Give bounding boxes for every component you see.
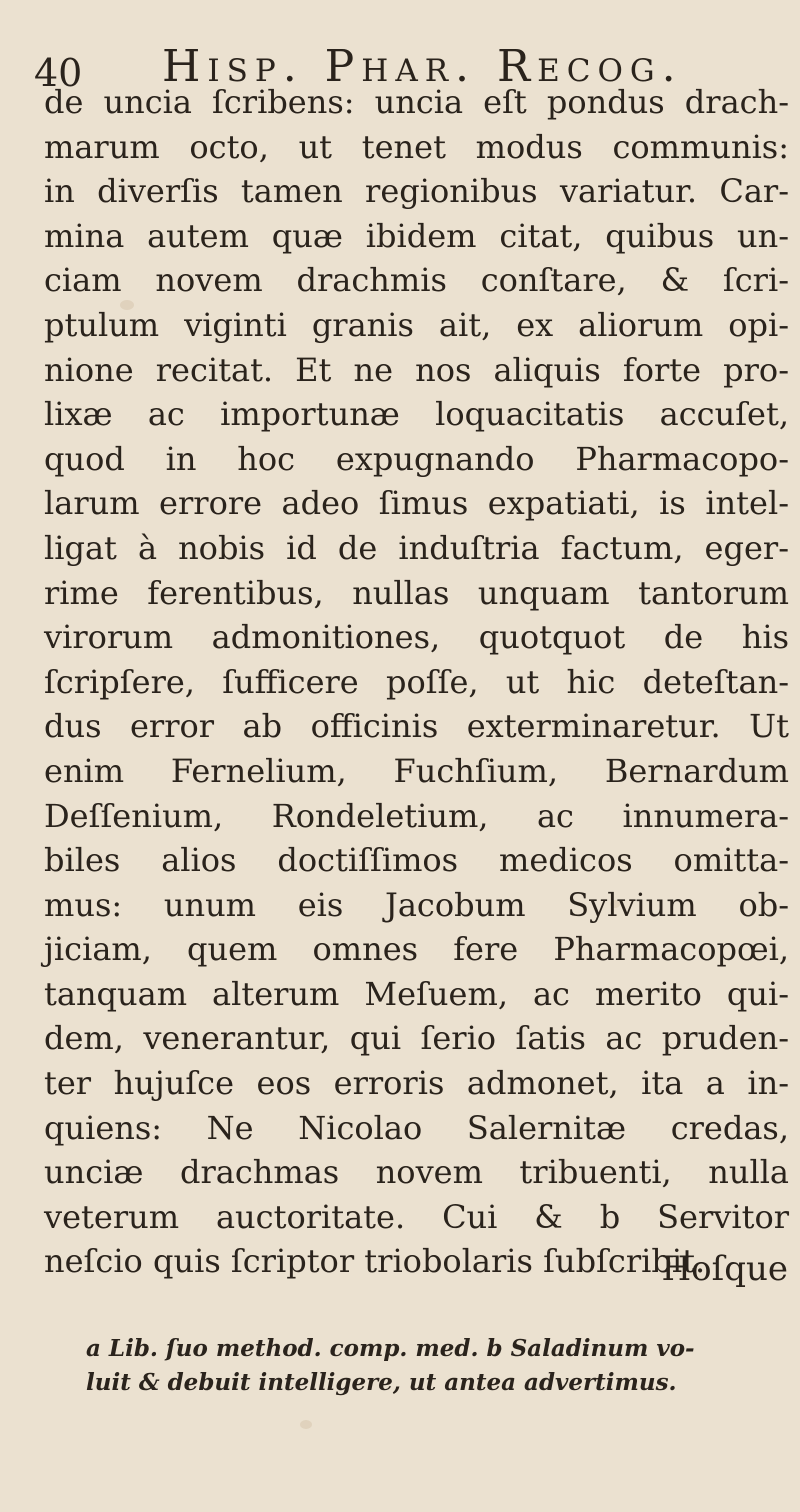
text-line: rime ferentibus, nullas unquam tantorum xyxy=(44,573,789,612)
text-line: biles alios doctiſſimos medicos omitta- xyxy=(44,841,789,880)
text-line: ligat à nobis id de induſtria factum, eger- xyxy=(44,528,789,567)
text-line: larum errore adeo ſimus expatiati, is intel- xyxy=(44,484,789,523)
paper-stain xyxy=(300,1420,312,1429)
running-head: Hisp. Phar. Recog. xyxy=(162,41,683,92)
text-line: unciæ drachmas novem tribuenti, nulla xyxy=(44,1153,789,1192)
page-number: 40 xyxy=(34,51,83,95)
text-line: jiciam, quem omnes fere Pharmacopœi, xyxy=(44,930,789,969)
text-line: quiens: Ne Nicolao Salernitæ credas, xyxy=(44,1108,789,1147)
text-line: quod in hoc expugnando Pharmacopo- xyxy=(44,439,789,478)
text-line: de uncia ſcribens: uncia eſt pondus drach- xyxy=(44,83,789,121)
catchword: Hoſque xyxy=(661,1249,788,1289)
text-line: ciam novem drachmis conſtare, & ſcri- xyxy=(44,261,789,300)
text-line: neſcio quis ſcriptor triobolaris ſubſcribit. xyxy=(44,1242,706,1281)
text-line: mina autem quæ ibidem citat, quibus un- xyxy=(44,216,789,255)
text-line: virorum admonitiones, quotquot de his xyxy=(44,618,789,657)
footnotes xyxy=(86,1332,776,1400)
text-line: lixæ ac importunæ loquacitatis accuſet, xyxy=(44,395,789,434)
text-line: dem, venerantur, qui ſerio ſatis ac pruden- xyxy=(44,1019,789,1058)
text-line: in diverſis tamen regionibus variatur. Car- xyxy=(44,172,789,211)
footnote-line: a Lib. ſuo method. comp. med. b Saladinum vo- xyxy=(86,1335,695,1362)
footnote-line: luit & debuit intelligere, ut antea advertimus. xyxy=(86,1369,677,1396)
text-line: ter hujuſce eos erroris admonet, ita a in- xyxy=(44,1064,789,1103)
text-line: enim Fernelium, Fuchſium, Bernardum xyxy=(44,751,789,790)
text-line: nione recitat. Et ne nos aliquis forte pro- xyxy=(44,350,789,389)
text-line: mus: unum eis Jacobum Sylvium ob- xyxy=(44,885,789,924)
text-line: ptulum viginti granis ait, ex aliorum opi- xyxy=(44,305,789,344)
text-line: ſcripſere, ſufficere poſſe, ut hic deteſtan- xyxy=(44,662,789,701)
text-line: Deſſenium, Rondeletium, ac innumera- xyxy=(44,796,789,835)
text-line: veterum auctoritate. Cui & b Servitor xyxy=(44,1197,789,1236)
text-line: marum octo, ut tenet modus communis: xyxy=(44,127,789,166)
text-line: dus error ab officinis exterminaretur. Ut xyxy=(44,707,789,746)
text-line: tanquam alterum Meſuem, ac merito qui- xyxy=(44,974,789,1013)
body-text xyxy=(44,80,789,1284)
